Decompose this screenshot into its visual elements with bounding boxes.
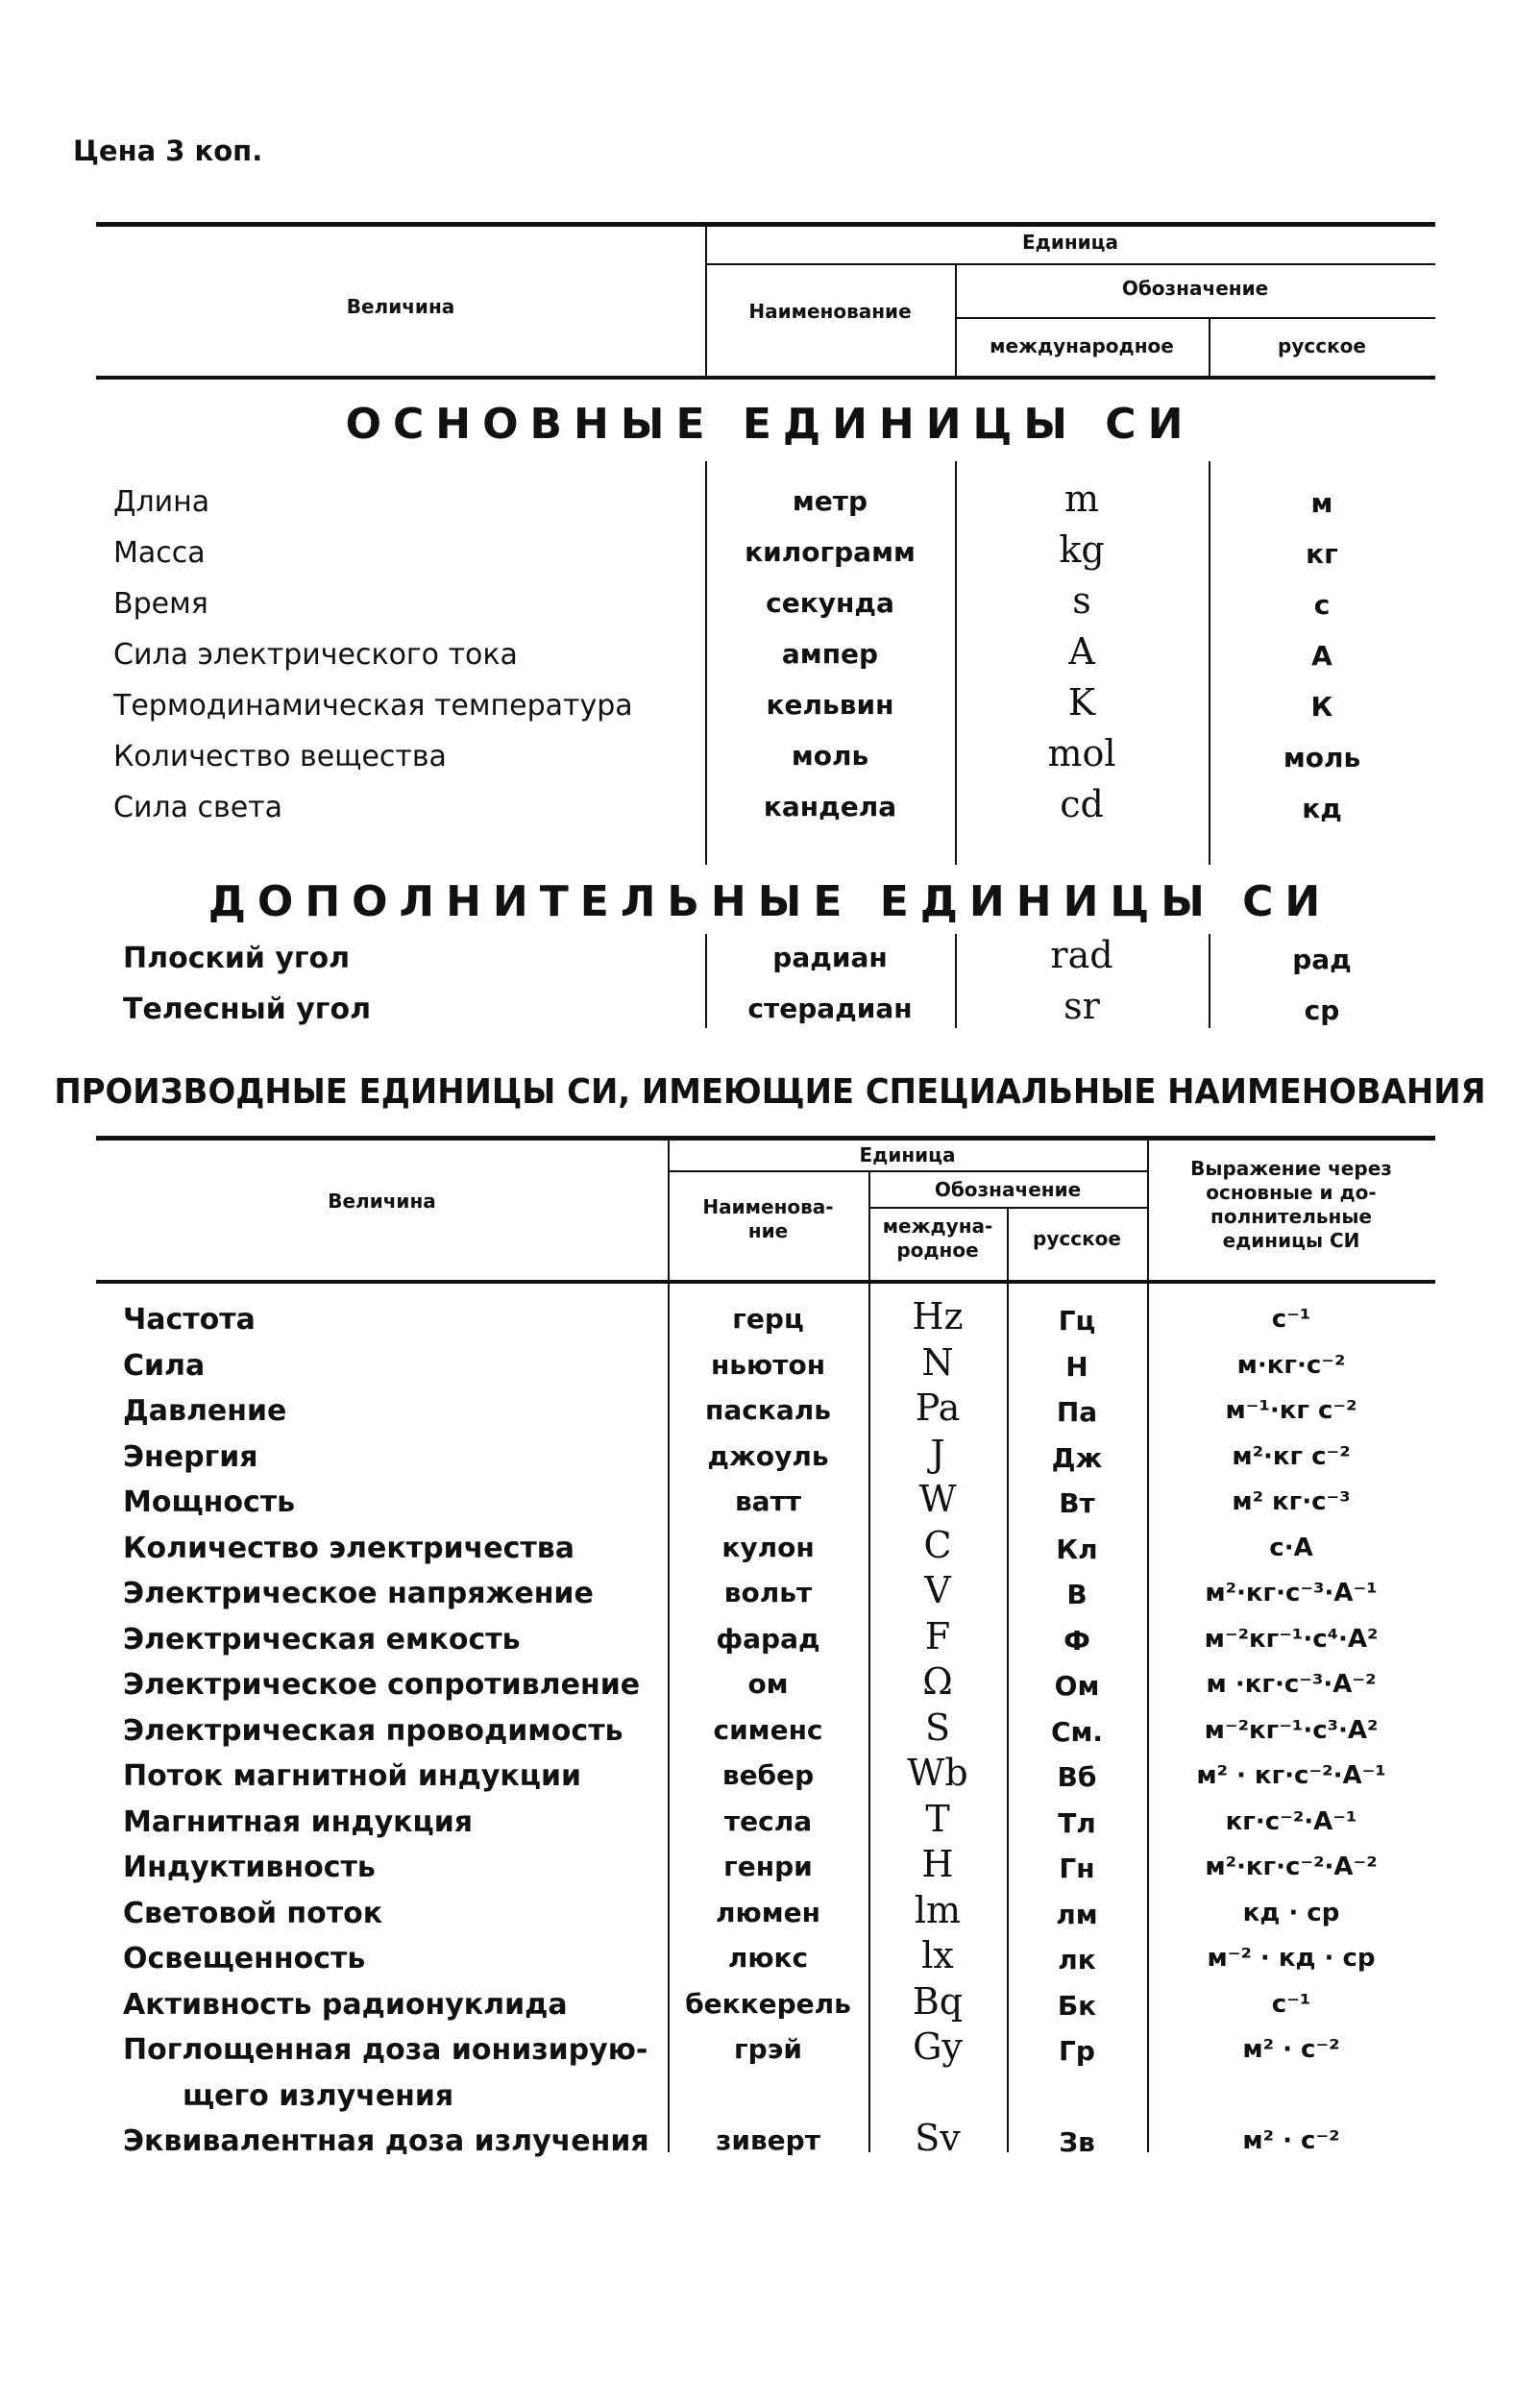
header2-expr-line4: единицы СИ <box>1222 1229 1360 1252</box>
derived-unit-rus: Ф <box>1063 1624 1090 1657</box>
derived-quantity: Активность радионуклида <box>123 1987 568 2022</box>
derived-unit-name: люкс <box>727 1942 809 1974</box>
derived-unit-rus: Па <box>1056 1396 1098 1428</box>
header-russian: русское <box>1278 334 1366 357</box>
derived-unit-expression: м⁻²кг⁻¹·с³·А² <box>1204 1715 1379 1745</box>
base-unit-intl: A <box>1068 630 1095 673</box>
derived-unit-rus: Тл <box>1058 1806 1096 1839</box>
derived-unit-expression: м²·кг·с⁻²·А⁻² <box>1205 1853 1378 1881</box>
derived-unit-intl: lm <box>914 1888 962 1931</box>
base-quantity: Сила электрического тока <box>113 638 518 672</box>
base-quantity: Количество вещества <box>113 740 447 773</box>
derived-unit-expression: м² кг·с⁻³ <box>1232 1487 1351 1516</box>
table1-header-rule-designation <box>955 317 1435 319</box>
derived-unit-intl: Wb <box>907 1752 968 1794</box>
derived-quantity: Индуктивность <box>123 1851 376 1884</box>
derived-quantity: Освещенность <box>123 1942 366 1976</box>
table1-header-bottom-rule <box>96 376 1435 380</box>
derived-unit-expression: м² · кг·с⁻²·А⁻¹ <box>1196 1761 1386 1790</box>
base-quantity: Сила света <box>113 791 283 824</box>
derived-unit-expression: м²·кг с⁻² <box>1232 1441 1351 1471</box>
derived-unit-rus: См. <box>1050 1715 1104 1748</box>
supp-unit-intl: rad <box>1050 934 1113 976</box>
supp-unit-intl: sr <box>1063 985 1100 1027</box>
base-unit-rus: с <box>1313 589 1331 621</box>
base-unit-name: секунда <box>766 587 894 619</box>
derived-quantity: Электрическая проводимость <box>123 1713 623 1748</box>
base-unit-rus: кд <box>1302 793 1342 824</box>
derived-unit-expression: м² · с⁻² <box>1242 2035 1340 2064</box>
derived-unit-name: герц <box>732 1303 804 1335</box>
derived-quantity: Энергия <box>123 1439 258 1474</box>
base-quantity: Длина <box>113 485 210 519</box>
derived-unit-rus: Гн <box>1059 1853 1095 1884</box>
derived-unit-rus: Дж <box>1051 1441 1103 1474</box>
supp-unit-rus: ср <box>1304 994 1340 1026</box>
derived-unit-name: сименс <box>713 1713 823 1746</box>
derived-unit-intl: F <box>924 1614 951 1657</box>
header2-intl-line2: родное <box>896 1239 979 1262</box>
supp-quantity: Плоский угол <box>123 942 351 975</box>
base-unit-intl: s <box>1072 579 1091 622</box>
section-title-derived: ПРОИЗВОДНЫЕ ЕДИНИЦЫ СИ, ИМЕЮЩИЕ СПЕЦИАЛЬНЫЕ НАИМЕНОВАНИЯ <box>54 1072 1486 1112</box>
header-international: международное <box>990 334 1174 357</box>
derived-quantity: Электрическое сопротивление <box>123 1668 641 1702</box>
derived-quantity: Эквивалентная доза излучения <box>123 2124 649 2158</box>
base-unit-name: моль <box>791 740 869 772</box>
header2-name-line2: ние <box>747 1219 789 1242</box>
header2-russian: русское <box>1033 1227 1121 1250</box>
derived-unit-intl: lx <box>921 1934 954 1976</box>
table1-header-rule-unit <box>705 263 1435 265</box>
supp-unit-rus: рад <box>1292 944 1352 975</box>
derived-unit-rus: Зв <box>1059 2126 1095 2158</box>
derived-unit-name: зиверт <box>716 2124 820 2156</box>
derived-unit-intl: W <box>918 1478 957 1520</box>
derived-quantity: Магнитная индукция <box>123 1804 473 1839</box>
derived-quantity: Поток магнитной индукции <box>123 1759 582 1793</box>
derived-unit-expression: м⁻²кг⁻¹·с⁴·А² <box>1204 1624 1379 1654</box>
header2-name-line1: Наименова- <box>702 1195 834 1218</box>
header2-quantity: Величина <box>328 1190 436 1213</box>
table1-top-rule <box>96 222 1435 227</box>
base-unit-intl: mol <box>1047 732 1116 774</box>
derived-unit-name: тесла <box>723 1804 813 1837</box>
header2-designation: Обозначение <box>934 1178 1082 1201</box>
derived-quantity: Электрическое напряжение <box>123 1577 594 1610</box>
derived-unit-name: фарад <box>716 1622 820 1655</box>
price-label: Цена 3 коп. <box>73 135 263 167</box>
derived-unit-rus: В <box>1066 1579 1088 1610</box>
derived-unit-intl: Ω <box>922 1660 953 1703</box>
base-unit-name: метр <box>792 485 868 517</box>
header-name: Наименование <box>748 300 912 323</box>
header2-unit: Единица <box>859 1143 956 1166</box>
base-unit-intl: kg <box>1059 528 1105 571</box>
header2-name <box>668 1195 868 1243</box>
header2-international <box>868 1215 1007 1263</box>
derived-unit-name: люмен <box>716 1896 820 1928</box>
derived-unit-intl: Sv <box>915 2117 961 2159</box>
derived-quantity: Электрическая емкость <box>123 1622 521 1657</box>
section-title-supplementary: ДОПОЛНИТЕЛЬНЫЕ ЕДИНИЦЫ СИ <box>208 877 1332 926</box>
derived-unit-intl: N <box>921 1340 954 1384</box>
derived-unit-name: грэй <box>734 2033 802 2065</box>
base-quantity: Время <box>113 587 208 621</box>
derived-quantity: Поглощенная доза ионизирую- <box>123 2033 648 2067</box>
derived-unit-expression: м² · с⁻² <box>1242 2126 1340 2155</box>
derived-unit-name: паскаль <box>705 1394 831 1426</box>
base-unit-name: кельвин <box>766 689 894 721</box>
derived-unit-expression: м⁻¹·кг с⁻² <box>1225 1396 1357 1425</box>
base-unit-rus: А <box>1311 640 1332 672</box>
derived-unit-expression: м²·кг·с⁻³·А⁻¹ <box>1205 1579 1378 1607</box>
derived-quantity: Световой поток <box>123 1896 383 1930</box>
derived-unit-expression: с⁻¹ <box>1271 1305 1311 1334</box>
derived-unit-rus: Вт <box>1059 1487 1095 1519</box>
header-designation: Обозначение <box>1121 277 1269 300</box>
derived-unit-intl: Bq <box>912 1979 964 2023</box>
derived-unit-rus: лк <box>1058 1944 1096 1976</box>
base-unit-rus: м <box>1310 487 1333 519</box>
derived-unit-name: вольт <box>723 1577 813 1608</box>
base-unit-intl: K <box>1067 681 1096 724</box>
derived-unit-name: ватт <box>734 1485 802 1517</box>
derived-unit-rus: лм <box>1056 1898 1098 1930</box>
base-unit-name: кандела <box>763 791 897 822</box>
header2-expr-line1: Выражение через <box>1190 1157 1392 1180</box>
table2-header-bottom-rule <box>96 1280 1435 1284</box>
supp-unit-name: радиан <box>772 942 888 973</box>
derived-unit-name: ом <box>747 1668 789 1700</box>
derived-quantity: Сила <box>123 1348 206 1383</box>
header2-expr-line2: основные и до- <box>1206 1181 1377 1204</box>
derived-unit-name: ньютон <box>710 1348 826 1381</box>
derived-unit-intl: Hz <box>912 1295 964 1337</box>
derived-unit-rus: Вб <box>1057 1761 1097 1793</box>
derived-unit-intl: C <box>923 1523 952 1566</box>
derived-unit-name: джоуль <box>707 1439 829 1472</box>
derived-quantity: Количество электричества <box>123 1531 574 1565</box>
derived-unit-name: беккерель <box>685 1987 851 2020</box>
table2-top-rule <box>96 1136 1435 1141</box>
derived-unit-rus: Ом <box>1054 1670 1100 1702</box>
base-unit-rus: К <box>1310 691 1333 723</box>
base-quantity: Термодинамическая температура <box>113 689 633 723</box>
section-title-base: ОСНОВНЫЕ ЕДИНИЦЫ СИ <box>345 400 1195 449</box>
base-unit-name: килограмм <box>745 536 916 568</box>
base-unit-intl: cd <box>1060 783 1104 825</box>
derived-unit-expression: м·кг·с⁻² <box>1236 1350 1346 1380</box>
header2-expr-line3: полнительные <box>1210 1205 1372 1228</box>
header2-intl-line1: междуна- <box>882 1215 993 1238</box>
derived-unit-intl: Gy <box>913 2025 963 2068</box>
derived-unit-intl: T <box>925 1797 950 1840</box>
supp-unit-name: стерадиан <box>747 993 913 1024</box>
derived-unit-expression: м⁻² · кд · ср <box>1207 1944 1376 1973</box>
derived-unit-name: кулон <box>721 1531 815 1563</box>
derived-unit-name: вебер <box>721 1759 815 1791</box>
derived-unit-intl: J <box>930 1432 945 1475</box>
derived-unit-intl: Pa <box>915 1387 961 1429</box>
derived-unit-rus: Кл <box>1056 1533 1098 1565</box>
derived-unit-rus: Гр <box>1059 2035 1095 2067</box>
base-unit-rus: кг <box>1306 538 1338 570</box>
derived-unit-name: генри <box>723 1851 813 1882</box>
table2-header-rule-unit <box>668 1170 1147 1172</box>
header2-expression <box>1147 1157 1435 1253</box>
base-unit-intl: m <box>1063 478 1100 520</box>
derived-unit-rus: Бк <box>1057 1989 1097 2022</box>
derived-quantity-continued: щего излучения <box>183 2078 454 2113</box>
derived-unit-rus: Н <box>1065 1350 1088 1383</box>
derived-unit-intl: S <box>924 1706 951 1749</box>
base-quantity: Масса <box>113 536 206 570</box>
derived-quantity: Мощность <box>123 1485 296 1519</box>
header-unit: Единица <box>1022 231 1118 254</box>
header-quantity: Величина <box>346 295 455 318</box>
base-unit-name: ампер <box>781 638 879 670</box>
derived-unit-intl: H <box>921 1843 954 1885</box>
derived-quantity: Давление <box>123 1394 287 1428</box>
derived-unit-rus: Гц <box>1058 1305 1096 1337</box>
derived-quantity: Частота <box>123 1303 256 1337</box>
derived-unit-intl: V <box>924 1569 951 1611</box>
derived-unit-expression: м ·кг·с⁻³·А⁻² <box>1206 1670 1377 1699</box>
derived-unit-expression: кд · ср <box>1242 1898 1340 1927</box>
derived-unit-expression: с⁻¹ <box>1271 1989 1311 2019</box>
derived-unit-expression: с·А <box>1269 1533 1313 1562</box>
derived-unit-expression: кг·с⁻²·А⁻¹ <box>1225 1806 1357 1836</box>
base-unit-rus: моль <box>1283 742 1361 773</box>
supp-quantity: Телесный угол <box>123 993 372 1026</box>
